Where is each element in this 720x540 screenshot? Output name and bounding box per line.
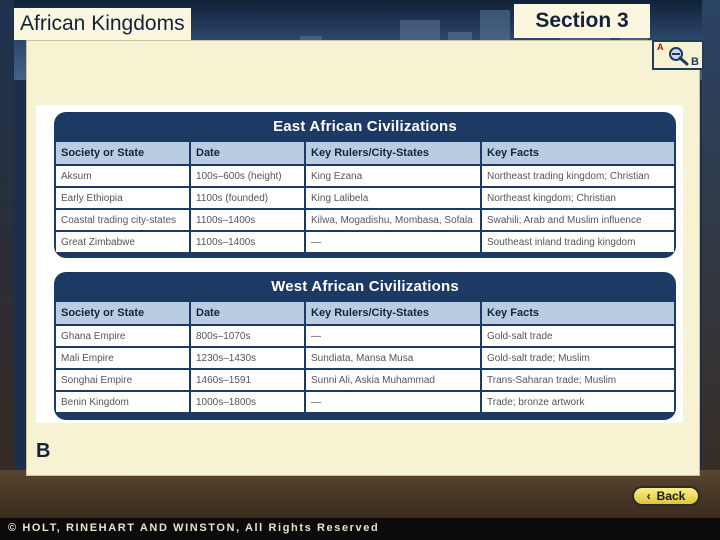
table-row	[56, 165, 674, 187]
table-cell: Sundiata, Mansa Musa	[305, 347, 481, 369]
table-cell: Trade; bronze artwork	[481, 391, 674, 412]
east-table-title: East African Civilizations	[273, 118, 457, 135]
table-cell: Gold-salt trade; Muslim	[481, 347, 674, 369]
table-row	[56, 347, 674, 369]
table-cell: 100s–600s (height)	[190, 165, 305, 187]
copyright-text: © HOLT, RINEHART AND WINSTON, All Rights Reserved	[8, 522, 380, 534]
table-cell: Songhai Empire	[56, 369, 190, 391]
table-row	[56, 231, 674, 252]
table-row	[56, 325, 674, 347]
table-cell: Benin Kingdom	[56, 391, 190, 412]
table-cell: Gold-salt trade	[481, 325, 674, 347]
nav-icon-letter-a: A	[657, 42, 664, 52]
table-header-row	[56, 302, 674, 325]
west-african-table	[54, 272, 676, 420]
table-cell: Sunni Ali, Askia Muhammad	[305, 369, 481, 391]
table-cell: Northeast trading kingdom; Christian	[481, 165, 674, 187]
column-header: Society or State	[56, 302, 190, 325]
table-cell: 1000s–1800s	[190, 391, 305, 412]
table-cell: King Ezana	[305, 165, 481, 187]
magnifier-icon	[666, 45, 690, 67]
west-table-grid	[56, 302, 674, 412]
section-label: Section 3	[514, 4, 650, 38]
chevron-left-icon: ‹	[646, 489, 651, 503]
column-header: Date	[190, 142, 305, 165]
table-cell: 1460s–1591	[190, 369, 305, 391]
east-table-grid	[56, 142, 674, 252]
slide-title: African Kingdoms	[14, 8, 191, 40]
west-table-title: West African Civilizations	[271, 278, 459, 295]
table-cell: 1230s–1430s	[190, 347, 305, 369]
table-cell: —	[305, 325, 481, 347]
table-cell: 1100s (founded)	[190, 187, 305, 209]
table-cell: Coastal trading city-states	[56, 209, 190, 231]
footer-bar	[0, 518, 720, 540]
column-header: Key Rulers/City-States	[305, 142, 481, 165]
column-header: Key Rulers/City-States	[305, 302, 481, 325]
table-cell: Kilwa, Mogadishu, Mombasa, Sofala	[305, 209, 481, 231]
table-cell: King Lalibela	[305, 187, 481, 209]
east-african-table	[54, 112, 676, 258]
column-header: Date	[190, 302, 305, 325]
table-cell: Aksum	[56, 165, 190, 187]
hyperlink-nav-icon[interactable]	[652, 40, 704, 70]
table-row	[56, 187, 674, 209]
table-cell: Mali Empire	[56, 347, 190, 369]
nav-icon-letter-b: B	[691, 56, 699, 68]
table-cell: Northeast kingdom; Christian	[481, 187, 674, 209]
back-button[interactable]	[632, 486, 700, 506]
table-cell: 1100s–1400s	[190, 209, 305, 231]
table-cell: Swahili; Arab and Muslim influence	[481, 209, 674, 231]
table-header-row	[56, 142, 674, 165]
figure-letter: B	[36, 440, 51, 462]
table-cell: Southeast inland trading kingdom	[481, 231, 674, 252]
table-row	[56, 369, 674, 391]
table-cell: 1100s–1400s	[190, 231, 305, 252]
table-cell: —	[305, 391, 481, 412]
left-background	[0, 0, 14, 540]
table-cell: Ghana Empire	[56, 325, 190, 347]
table-cell: 800s–1070s	[190, 325, 305, 347]
table-cell: Early Ethiopia	[56, 187, 190, 209]
table-cell: Great Zimbabwe	[56, 231, 190, 252]
right-background	[702, 0, 720, 540]
table-row	[56, 209, 674, 231]
table-cell: Trans-Saharan trade; Muslim	[481, 369, 674, 391]
back-button-label: Back	[656, 489, 686, 503]
table-cell: —	[305, 231, 481, 252]
column-header: Key Facts	[481, 302, 674, 325]
column-header: Society or State	[56, 142, 190, 165]
table-row	[56, 391, 674, 412]
column-header: Key Facts	[481, 142, 674, 165]
